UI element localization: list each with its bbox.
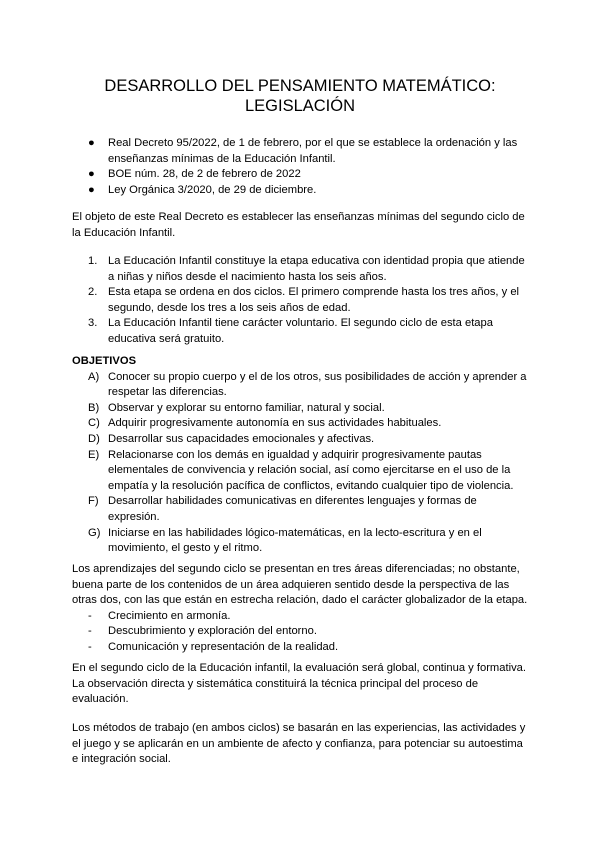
intro-paragraph: El objeto de este Real Decreto es establecer las enseñanzas mínimas del segundo ciclo de la Educación Infantil. — [72, 211, 525, 239]
list-item: D) Desarrollar sus capacidades emocionales y afectivas. — [88, 432, 375, 445]
title-line-1: DESARROLLO DEL PENSAMIENTO MATEMÁTICO: — [104, 77, 496, 95]
bullet-marker: ● — [88, 137, 95, 149]
list-item: E) Relacionarse con los demás en igualdad y adquirir progresivamente pautas elementales de convivencia y relación social, así como ejercitarse en el uso de la empatía y la resolución pacífica de conflictos, evitando cualquier tipo de violencia. — [88, 448, 514, 492]
list-item: 3. La Educación Infantil tiene carácter voluntario. El segundo ciclo de esta etapa educativa será gratuito. — [88, 317, 493, 345]
list-item: G) Iniciarse en las habilidades lógico-matemáticas, en la lecto-escritura y en el movimiento, el gesto y el ritmo. — [88, 526, 482, 555]
areas-intro: Los aprendizajes del segundo ciclo se presentan en tres áreas diferenciadas; no obstante, buena parte de los contenidos de un área adquieren sentido desde la perspectiva de las otras dos, con las que están en estrecha relación, dado el carácter globalizador de la etapa. — [72, 563, 528, 607]
list-item: 1. La Educación Infantil constituye la etapa educativa con identidad propia que atiende a niñas y niños desde el nacimiento hasta los seis años. — [88, 255, 525, 283]
bullet-marker: ● — [88, 168, 95, 181]
evaluacion-paragraph: En el segundo ciclo de la Educación infantil, la evaluación será global, continua y formativa. La observación directa y sistemática constituirá la técnica principal del proceso de evaluación. — [72, 662, 526, 706]
areas-section — [72, 562, 528, 656]
list-item: ● Ley Orgánica 3/2020, de 29 de diciembre. — [72, 183, 528, 199]
references-list — [72, 136, 528, 198]
numbered-list — [72, 254, 528, 348]
objetivos-section — [72, 354, 528, 557]
page-title — [0, 76, 600, 116]
list-item: A) Conocer su propio cuerpo y el de los otros, sus posibilidades de acción y aprender a respetar las diferencias. — [88, 370, 527, 399]
objetivos-heading: OBJETIVOS — [72, 355, 137, 367]
list-item: ● Real Decreto 95/2022, de 1 de febrero, por el que se establece la ordenación y las enseñanzas mínimas de la Educación Infantil. — [88, 137, 518, 165]
list-item: - Crecimiento en armonía. — [88, 609, 231, 622]
list-item: C) Adquirir progresivamente autonomía en sus actividades habituales. — [88, 417, 442, 430]
list-item: B) Observar y explorar su entorno familiar, natural y social. — [88, 401, 385, 414]
title-line-2: LEGISLACIÓN — [244, 97, 356, 115]
list-item: ● BOE núm. 28, de 2 de febrero de 2022 — [72, 167, 528, 183]
bullet-marker: ● — [88, 183, 95, 196]
list-item: - Comunicación y representación de la realidad. — [88, 640, 339, 653]
list-item: 2. Esta etapa se ordena en dos ciclos. El primero comprende hasta los tres años, y el segundo, desde los tres a los seis años de edad. — [88, 286, 520, 314]
list-item: - Descubrimiento y exploración del entorno. — [88, 625, 317, 638]
list-item: F) Desarrollar habilidades comunicativas en diferentes lenguajes y formas de expresión. — [88, 495, 477, 523]
metodos-paragraph: Los métodos de trabajo (en ambos ciclos) se basarán en las experiencias, las actividades y el juego y se aplicarán en un ambiente de afecto y confianza, para potenciar su autoestima e integración social. — [72, 722, 526, 766]
